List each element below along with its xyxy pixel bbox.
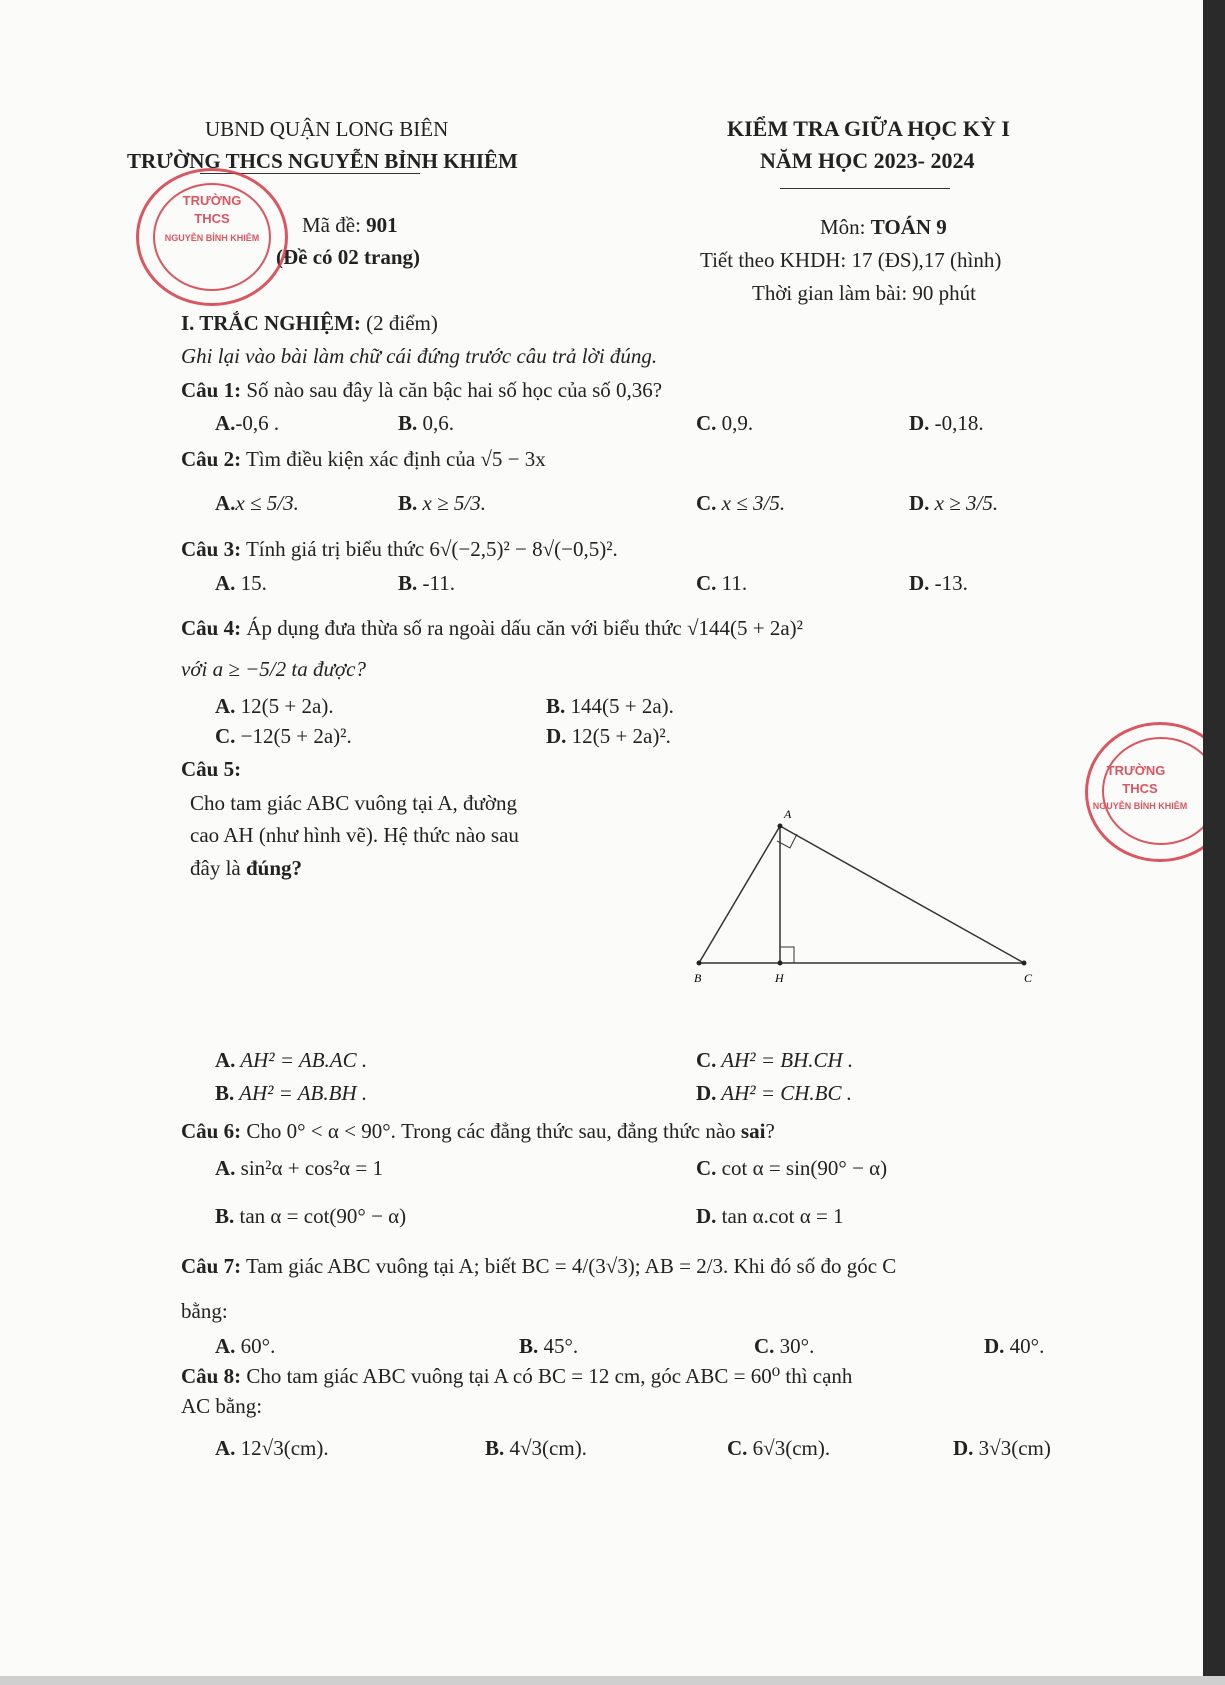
q5-option-c [696, 1047, 853, 1073]
q7-c-key: C. [754, 1334, 775, 1358]
q3-option-c [696, 570, 747, 596]
q5-b-key: B. [215, 1081, 235, 1105]
q2-text: Tìm điều kiện xác định của √5 − 3x [241, 447, 546, 471]
q5-c-text: AH² = BH.CH . [716, 1048, 854, 1072]
q8-a-text: 12√3(cm). [235, 1436, 329, 1460]
q8-option-d [953, 1435, 1051, 1461]
exam-title: KIỂM TRA GIỮA HỌC KỲ I [727, 116, 1010, 141]
q8-option-b [485, 1435, 587, 1461]
school-name: TRƯỜNG THCS NGUYỄN BỈNH KHIÊM [127, 149, 518, 173]
vertex-b-dot [697, 961, 702, 966]
q8-label: Câu 8: [181, 1364, 242, 1388]
q1-b-key: B. [398, 411, 418, 435]
q4-label: Câu 4: [181, 616, 242, 640]
stamp-line3: NGUYỄN BỈNH KHIÊM [164, 233, 260, 243]
q5-label: Câu 5: [181, 757, 242, 781]
q2-a-text: x ≤ 5/3. [235, 491, 299, 515]
q1-option-d [909, 410, 984, 436]
q5-body-line1: Cho tam giác ABC vuông tại A, đường [190, 791, 517, 815]
district-name: UBND QUẬN LONG BIÊN [205, 117, 449, 141]
q8-d-key: D. [953, 1436, 974, 1460]
q6-text-bold: sai [740, 1119, 766, 1143]
stamp-right-line3: NGUYỄN BỈNH KHIÊM [1092, 801, 1188, 811]
q6-c-text: cot α = sin(90° − α) [716, 1156, 888, 1180]
section-title [181, 310, 438, 336]
vertex-h-dot [778, 961, 783, 966]
question-5 [181, 756, 241, 782]
subject [820, 214, 947, 240]
q3-d-key: D. [909, 571, 930, 595]
q2-option-c [696, 490, 785, 516]
q7-text: Tam giác ABC vuông tại A; biết BC = 4/(3√3); AB = 2/3. Khi đó số đo góc C [241, 1254, 897, 1278]
q4-a-key: A. [215, 694, 236, 718]
periods: Tiết theo KHDH: 17 (ĐS),17 (hình) [700, 248, 1002, 272]
question-4 [181, 615, 803, 641]
subject-value: TOÁN 9 [870, 215, 947, 239]
q1-a-text: -0,6 . [235, 411, 280, 435]
q8-b-text: 4√3(cm). [504, 1436, 587, 1460]
q6-option-c [696, 1155, 887, 1181]
q8-a-key: A. [215, 1436, 236, 1460]
question-3 [181, 536, 618, 562]
q4-text-line2: với a ≥ −5/2 ta được? [181, 657, 366, 681]
q3-a-key: A. [215, 571, 236, 595]
q4-b-text: 144(5 + 2a). [565, 694, 674, 718]
question-8 [181, 1363, 852, 1389]
q3-a-text: 15. [235, 571, 267, 595]
scan-bottom-edge [0, 1676, 1225, 1685]
vertex-c-dot [1022, 961, 1027, 966]
q2-option-b [398, 490, 486, 516]
q6-option-a [215, 1155, 383, 1181]
q3-text: Tính giá trị biểu thức 6√(−2,5)² − 8√(−0,5)². [241, 537, 618, 561]
stamp-line2: THCS [194, 211, 230, 226]
side-ac [780, 826, 1024, 963]
q8-option-a [215, 1435, 329, 1461]
q7-d-text: 40°. [1004, 1334, 1045, 1358]
q2-b-key: B. [398, 491, 418, 515]
q8-b-key: B. [485, 1436, 505, 1460]
q7-d-key: D. [984, 1334, 1005, 1358]
q4-c-key: C. [215, 724, 236, 748]
q5-option-a [215, 1047, 367, 1073]
q6-option-d [696, 1203, 844, 1229]
q6-option-b [215, 1203, 406, 1229]
q6-c-key: C. [696, 1156, 717, 1180]
pages-note: (Đề có 02 trang) [276, 245, 421, 269]
q6-a-key: A. [215, 1156, 236, 1180]
q3-label: Câu 3: [181, 537, 242, 561]
q4-b-key: B. [546, 694, 566, 718]
q1-option-c [696, 410, 753, 436]
q7-label: Câu 7: [181, 1254, 242, 1278]
q3-b-key: B. [398, 571, 418, 595]
q1-b-text: 0,6. [417, 411, 455, 435]
q1-label: Câu 1: [181, 378, 242, 402]
stamp-right-line1: TRƯỜNG [1106, 763, 1166, 778]
school-year: NĂM HỌC 2023- 2024 [760, 148, 975, 173]
exam-code-label: Mã đề: [302, 213, 367, 237]
q5-a-key: A. [215, 1048, 236, 1072]
q6-text: Cho 0° < α < 90°. Trong các đẳng thức sau, đẳng thức nào [241, 1119, 741, 1143]
side-ab [699, 826, 780, 963]
question-1 [181, 377, 662, 403]
q2-c-key: C. [696, 491, 717, 515]
q3-c-text: 11. [716, 571, 748, 595]
stamp-right-line2: THCS [1122, 781, 1158, 796]
q4-c-text: −12(5 + 2a)². [235, 724, 352, 748]
q7-b-text: 45°. [538, 1334, 579, 1358]
q6-label: Câu 6: [181, 1119, 242, 1143]
q3-b-text: -11. [417, 571, 455, 595]
q7-a-key: A. [215, 1334, 236, 1358]
q1-d-text: -0,18. [929, 411, 984, 435]
q2-b-text: x ≥ 5/3. [417, 491, 486, 515]
section-instruction: Ghi lại vào bài làm chữ cái đứng trước câu trả lời đúng. [181, 344, 658, 368]
q2-d-key: D. [909, 491, 930, 515]
q8-d-text: 3√3(cm) [973, 1436, 1051, 1460]
q5-d-text: AH² = CH.BC . [716, 1081, 853, 1105]
section-title-text: I. TRẮC NGHIỆM: [181, 311, 361, 335]
q1-a-key: A. [215, 411, 236, 435]
triangle-figure [680, 800, 1050, 1000]
question-2 [181, 446, 546, 472]
q2-option-a [215, 490, 299, 516]
q1-c-text: 0,9. [716, 411, 754, 435]
q7-b-key: B. [519, 1334, 539, 1358]
label-a: A [784, 807, 792, 821]
q7-a-text: 60°. [235, 1334, 276, 1358]
label-b: B [694, 971, 702, 985]
q6-text-end: ? [765, 1119, 775, 1143]
q5-option-b [215, 1080, 367, 1106]
q1-c-key: C. [696, 411, 717, 435]
q3-d-text: -13. [929, 571, 968, 595]
question-7 [181, 1253, 896, 1279]
q7-text-line2: bằng: [181, 1299, 228, 1323]
stamp-line1: TRƯỜNG [182, 193, 242, 208]
subject-label: Môn: [820, 215, 871, 239]
q7-option-d [984, 1333, 1044, 1359]
q8-c-text: 6√3(cm). [747, 1436, 831, 1460]
question-6 [181, 1118, 775, 1144]
duration: Thời gian làm bài: 90 phút [752, 281, 976, 305]
q5-b-text: AH² = AB.BH . [234, 1081, 368, 1105]
q1-option-b [398, 410, 454, 436]
q5-a-text: AH² = AB.AC . [235, 1048, 368, 1072]
q8-text-line2: AC bằng: [181, 1394, 263, 1418]
q6-d-text: tan α.cot α = 1 [716, 1204, 844, 1228]
q6-b-text: tan α = cot(90° − α) [234, 1204, 407, 1228]
q8-text: Cho tam giác ABC vuông tại A có BC = 12 cm, góc ABC = 60⁰ thì cạnh [241, 1364, 853, 1388]
q1-text: Số nào sau đây là căn bậc hai số học của số 0,36? [241, 378, 663, 402]
q7-option-a [215, 1333, 275, 1359]
q3-c-key: C. [696, 571, 717, 595]
q5-body3-pre: đây là [190, 856, 246, 880]
q4-d-key: D. [546, 724, 567, 748]
q6-b-key: B. [215, 1204, 235, 1228]
q5-c-key: C. [696, 1048, 717, 1072]
exam-code [302, 212, 398, 238]
school-stamp [136, 168, 288, 306]
q3-option-b [398, 570, 455, 596]
q7-c-text: 30°. [774, 1334, 815, 1358]
q7-option-b [519, 1333, 578, 1359]
q2-option-d [909, 490, 998, 516]
q6-d-key: D. [696, 1204, 717, 1228]
section-points: (2 điểm) [360, 311, 438, 335]
label-c: C [1024, 971, 1033, 985]
q4-option-b [546, 693, 674, 719]
right-angle-h [780, 947, 794, 963]
q2-c-text: x ≤ 3/5. [716, 491, 786, 515]
q4-text: Áp dụng đưa thừa số ra ngoài dấu căn với biểu thức √144(5 + 2a)² [241, 616, 803, 640]
q5-body3-bold: đúng? [245, 856, 303, 880]
q5-option-d [696, 1080, 852, 1106]
q1-option-a [215, 410, 279, 436]
q6-a-text: sin²α + cos²α = 1 [235, 1156, 383, 1180]
q8-option-c [727, 1435, 830, 1461]
exam-code-value: 901 [366, 213, 398, 237]
q2-a-key: A. [215, 491, 236, 515]
q4-a-text: 12(5 + 2a). [235, 694, 334, 718]
q7-option-c [754, 1333, 814, 1359]
q5-body-line2: cao AH (như hình vẽ). Hệ thức nào sau [190, 823, 519, 847]
q2-label: Câu 2: [181, 447, 242, 471]
q4-d-text: 12(5 + 2a)². [566, 724, 671, 748]
label-h: H [775, 971, 784, 985]
q1-d-key: D. [909, 411, 930, 435]
q4-option-d [546, 723, 671, 749]
q8-c-key: C. [727, 1436, 748, 1460]
q4-option-c [215, 723, 352, 749]
vertex-a-dot [778, 824, 783, 829]
q2-d-text: x ≥ 3/5. [929, 491, 999, 515]
header-right-underline [780, 188, 950, 189]
q3-option-a [215, 570, 267, 596]
scan-edge-shadow [1203, 0, 1225, 1685]
q3-option-d [909, 570, 968, 596]
q5-body-line3 [190, 855, 302, 881]
q4-option-a [215, 693, 334, 719]
q5-d-key: D. [696, 1081, 717, 1105]
